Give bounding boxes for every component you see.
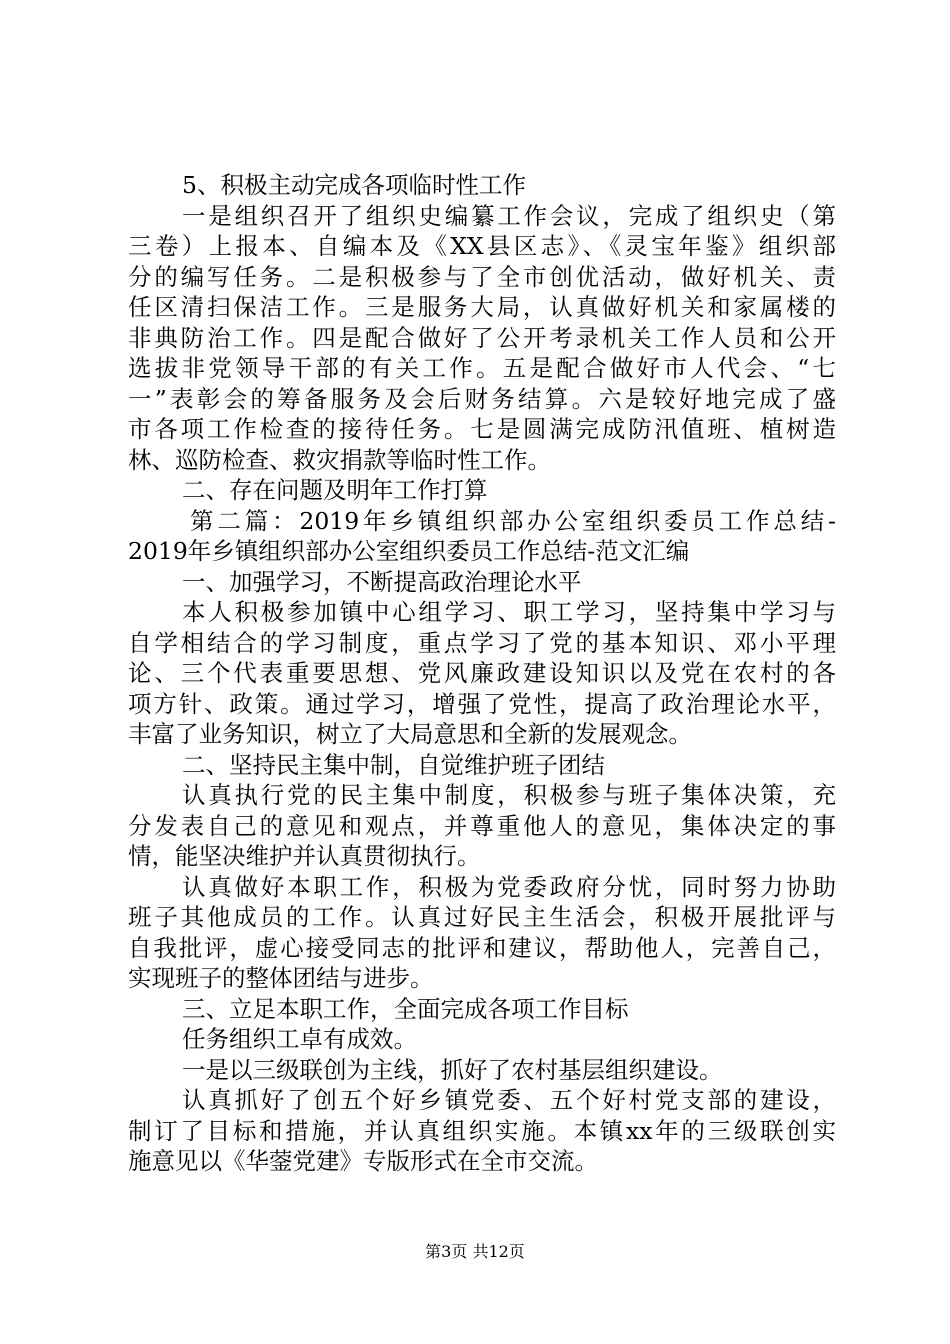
paragraph-line: 非典防治工作。四是配合做好了公开考录机关工作人员和公开 bbox=[128, 323, 836, 352]
paragraph-line: 班子其他成员的工作。认真过好民主生活会，积极开展批评与 bbox=[128, 903, 836, 931]
paragraph-line: 项方针、政策。通过学习，增强了党性，提高了政治理论水平， bbox=[128, 689, 836, 718]
paragraph-line: 情，能坚决维护并认真贯彻执行。 bbox=[128, 842, 481, 870]
section-heading: 一、加强学习，不断提高政治理论水平 bbox=[182, 567, 582, 596]
paragraph-line: 本人积极参加镇中心组学习、职工学习，坚持集中学习与 bbox=[182, 598, 836, 626]
paragraph-line: 分发表自己的意见和观点，并尊重他人的意见，集体决定的事 bbox=[128, 811, 836, 840]
paragraph-line: 认真做好本职工作，积极为党委政府分忧，同时努力协助 bbox=[182, 872, 836, 901]
paragraph-line: 任务组织工卓有成效。 bbox=[182, 1025, 417, 1053]
paragraph-line: 自我批评，虚心接受同志的批评和建议，帮助他人，完善自己， bbox=[128, 933, 836, 962]
paragraph-line: 丰富了业务知识，树立了大局意思和全新的发展观念。 bbox=[128, 720, 692, 748]
paragraph-line: 施意见以《华蓥党建》专版形式在全市交流。 bbox=[128, 1147, 598, 1175]
section-heading: 5、积极主动完成各项临时性工作 bbox=[182, 171, 526, 199]
paragraph-line: 一是组织召开了组织史编纂工作会议，完成了组织史（第 bbox=[182, 201, 836, 230]
paragraph-line: 实现班子的整体团结与进步。 bbox=[128, 964, 434, 992]
page-footer bbox=[0, 1242, 950, 1262]
paragraph-line: 三卷）上报本、自编本及《XX县区志》、《灵宝年鉴》组织部 bbox=[128, 232, 836, 260]
paragraph-line: 一是以三级联创为主线，抓好了农村基层组织建设。 bbox=[182, 1055, 723, 1084]
paragraph-line: 一”表彰会的筹备服务及会后财务结算。六是较好地完成了盛 bbox=[128, 384, 836, 413]
section-heading: 三、立足本职工作，全面完成各项工作目标 bbox=[182, 994, 629, 1023]
paragraph-line: 论、三个代表重要思想、党风廉政建设知识以及党在农村的各 bbox=[128, 659, 836, 687]
paragraph-line: 分的编写任务。二是积极参与了全市创优活动，做好机关、责 bbox=[128, 262, 836, 291]
section-heading: 二、存在问题及明年工作打算 bbox=[182, 476, 488, 504]
paragraph-line: 市各项工作检查的接待任务。七是圆满完成防汛值班、植树造 bbox=[128, 415, 836, 443]
page-number-label: 第3页 共12页 bbox=[425, 1242, 525, 1261]
section-heading: 二、坚持民主集中制，自觉维护班子团结 bbox=[182, 750, 605, 779]
paragraph-line: 认真执行党的民主集中制度，积极参与班子集体决策，充 bbox=[182, 781, 836, 809]
paragraph-line: 自学相结合的学习制度，重点学习了党的基本知识、邓小平理 bbox=[128, 628, 836, 657]
article-title: 第二篇：2019年乡镇组织部办公室组织委员工作总结- bbox=[190, 506, 836, 535]
document-body bbox=[128, 170, 838, 1177]
paragraph-line: 任区清扫保洁工作。三是服务大局，认真做好机关和家属楼的 bbox=[128, 293, 836, 321]
article-title: 2019年乡镇组织部办公室组织委员工作总结-范文汇编 bbox=[128, 537, 690, 565]
paragraph-line: 选拔非党领导干部的有关工作。五是配合做好市人代会、“七 bbox=[128, 354, 836, 382]
paragraph-line: 制订了目标和措施，并认真组织实施。本镇xx年的三级联创实 bbox=[128, 1116, 836, 1145]
paragraph-line: 认真抓好了创五个好乡镇党委、五个好村党支部的建设， bbox=[182, 1086, 836, 1114]
paragraph-line: 林、巡防检查、救灾捐款等临时性工作。 bbox=[128, 445, 551, 474]
